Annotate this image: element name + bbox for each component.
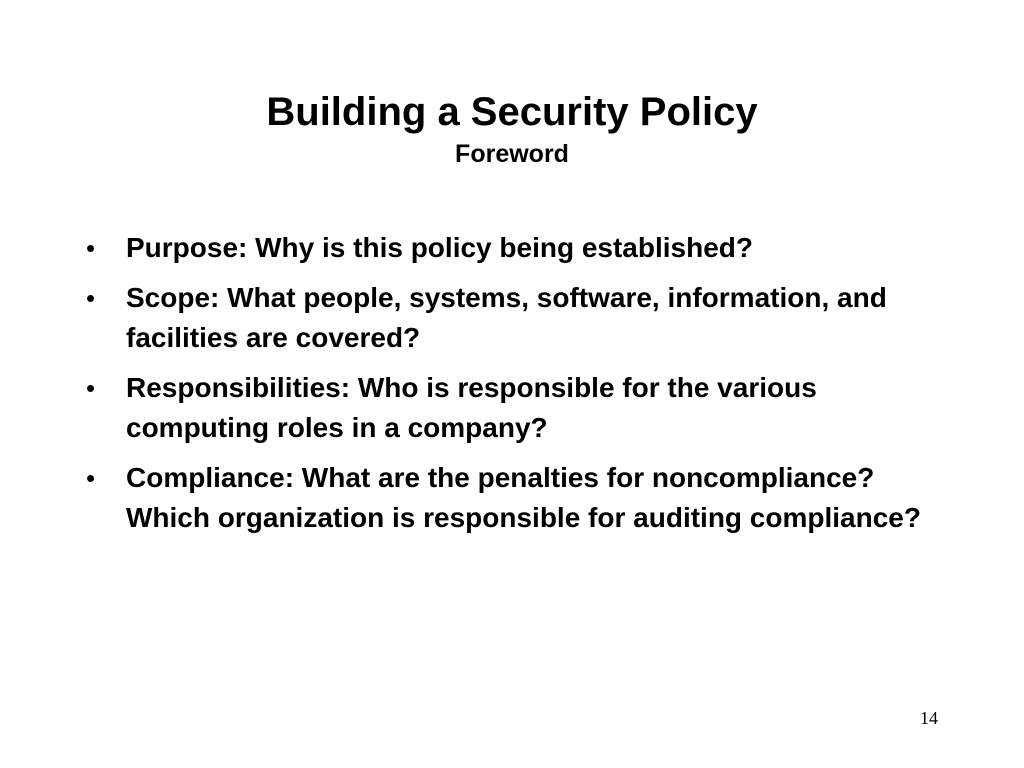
bullet-text: Scope: What people, systems, software, information, and facilities are covered? bbox=[126, 282, 887, 353]
bullet-item-scope bbox=[84, 278, 924, 358]
page-number: 14 bbox=[920, 708, 938, 728]
bullet-icon: • bbox=[86, 463, 96, 493]
title-block bbox=[0, 86, 1024, 170]
bullet-item-responsibilities bbox=[84, 368, 924, 448]
bullet-icon: • bbox=[86, 283, 96, 313]
bullet-icon: • bbox=[86, 233, 96, 263]
bullet-list bbox=[84, 228, 924, 548]
bullet-text: Responsibilities: Who is responsible for the various computing roles in a company? bbox=[126, 372, 817, 443]
bullet-item-compliance bbox=[84, 458, 924, 538]
bullet-text: Compliance: What are the penalties for noncompliance? Which organization is responsible for auditing compliance? bbox=[126, 462, 921, 533]
slide-title: Building a Security Policy bbox=[266, 90, 758, 134]
bullet-item-purpose bbox=[84, 228, 924, 268]
bullet-text: Purpose: Why is this policy being established? bbox=[126, 232, 753, 263]
bullet-icon: • bbox=[86, 373, 96, 403]
slide-subtitle: Foreword bbox=[455, 140, 569, 168]
